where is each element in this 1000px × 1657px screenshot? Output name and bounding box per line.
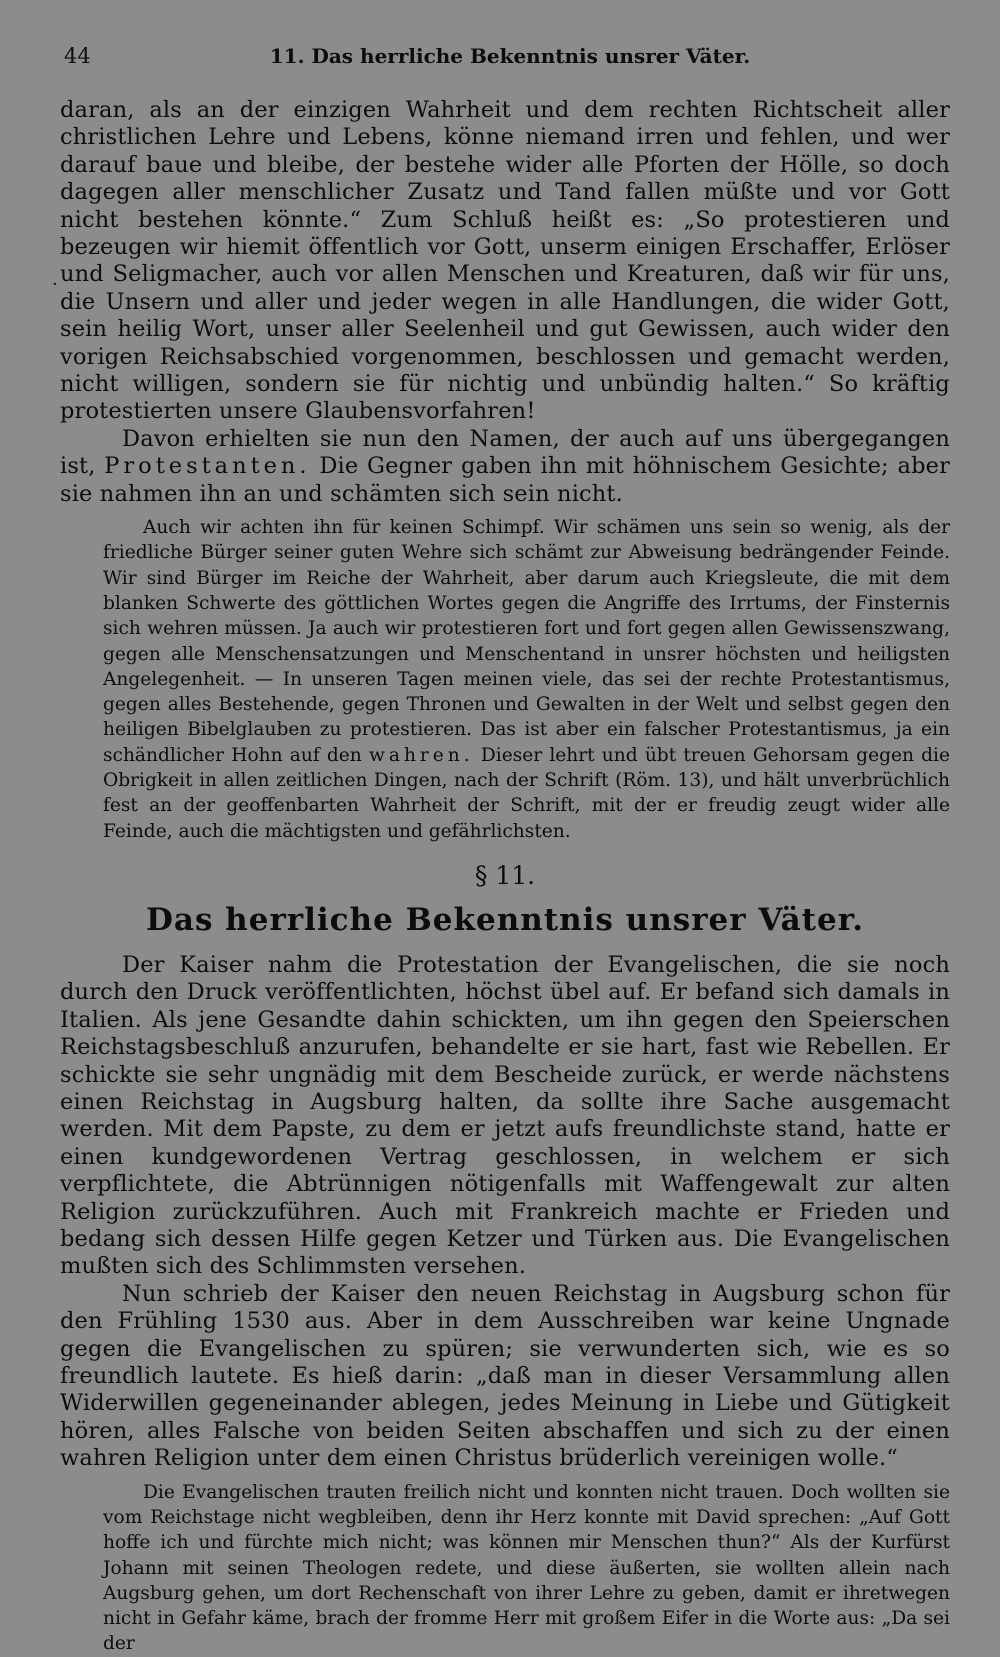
paragraph-evangelicals: Die Evangelischen trauten freilich nicht und konnten nicht trauen. Doch wollten sie vom Reichstage nicht wegbleiben, denn ihr Herz konnte mit David sprechen: „Auf Gott hoffe ich und fürchte mich nicht; was können mir Menschen thun?“ Als der Kurfürst Johann mit seinen Theologen redete, und diese äußerten, sie wollten allein nach Augsburg gehen, um dort Rechenschaft von ihrer Lehre zu geben, damit er ihretwegen nicht in Gefahr käme, brach der fromme Herr mit großem Eifer in die Worte aus: „Da sei der <box>103 1481 950 1655</box>
paragraph-name-origin <box>60 426 950 508</box>
emphasized-word: wahren. <box>368 744 474 766</box>
body-text <box>60 97 950 1657</box>
section-heading: Das herrliche Bekenntnis unsrer Väter. <box>145 901 865 938</box>
margin-mark: · <box>52 274 58 295</box>
paragraph-emperor: Der Kaiser nahm die Protestation der Evangelischen, die sie noch durch den Druck veröffentlichten, höchst übel auf. Er befand sich damals in Italien. Als jene Gesandte dahin schickten, um ihn gegen den Speierschen Reichstagsbeschluß anzurufen, behandelte er sie hart, fast wie Rebellen. Er schickte sie sehr ungnädig mit dem Bescheide zurück, er werde nächstens einen Reichstag in Augsburg halten, da sollte ihre Sache ausgemacht werden. Mit dem Papste, zu dem er jetzt aufs freundlichste stand, hatte er einen kundgewordenen Vertrag geschlossen, in welchem er sich verpflichtete, die Abtrünnigen nötigenfalls mit Waffengewalt zur alten Religion zurückzuführen. Auch mit Frankreich machte er Frieden und bedang sich dessen Hilfe gegen Ketzer und Türken aus. Die Evangelischen mußten sich des Schlimmsten versehen. <box>60 951 950 1280</box>
running-header <box>60 44 960 76</box>
paragraph-commentary <box>60 515 950 844</box>
emphasized-word: Protestanten. <box>104 453 311 480</box>
section-number: § 11. <box>474 860 536 890</box>
running-title: 11. Das herrliche Bekenntnis unsrer Väter. <box>269 44 751 68</box>
paragraph-protest-quote: daran, als an der einzigen Wahrheit und dem rechten Richtscheit aller christlichen Lehre und Lebens, könne niemand irren und fehlen, und wer darauf baue und bleibe, der bestehe wider alle Pforten der Hölle, so doch dagegen aller menschlicher Zusatz und Tand fallen müßte und vor Gott nicht bestehen könnte.“ Zum Schluß heißt es: „So protestieren und bezeugen wir hiemit öffentlich vor Gott, unserm einigen Erschaffer, Erlöser und Seligmacher, auch vor allen Menschen und Kreaturen, daß wir für uns, die Unsern und aller und jeder wegen in alle Handlungen, die wider Gott, sein heilig Wort, unser aller Seelenheil und gut Gewissen, auch wider den vorigen Reichsabschied vorgenommen, beschlossen und gemacht werden, nicht willigen, sondern sie für nichtig und unbündig halten.“ So kräftig protestierten unsere Glaubensvorfahren! <box>60 97 950 425</box>
paragraph-text: Die Gegner gaben ihn mit höhnischem Gesichte; aber sie nahmen ihn an und schämten sich sein nicht. <box>60 453 950 507</box>
paragraph-reichstag: Nun schrieb der Kaiser den neuen Reichstag in Augsburg schon für den Frühling 1530 aus. Aber in dem Ausschreiben war keine Ungnade gegen die Evangelischen zu spüren; sie verwunderten sich, wie es so freundlich lautete. Es hieß darin: „daß man in dieser Versammlung allen Widerwillen gegeneinander ablegen, jedes Meinung in Liebe und Gütigkeit hören, alles Falsche von beiden Seiten abschaffen und sich zu der einen wahren Religion unter dem einen Christus brüderlich vereinigen wolle.“ <box>60 1280 950 1472</box>
paragraph-text: Auch wir achten ihn für keinen Schimpf. Wir schämen uns sein so wenig, als der friedliche Bürger seiner guten Wehre sich schämt zur Abweisung bedrängender Feinde. Wir sind Bürger im Reiche der Wahrheit, aber darum auch Kriegsleute, die mit dem blanken Schwerte des göttlichen Wortes gegen die Angriffe des Irrtums, der Finsternis sich wehren müssen. Ja auch wir protestieren fort und fort gegen allen Gewissenszwang, gegen alle Menschensatzungen und Menschentand in unsrer höchsten und heiligsten Angelegenheit. — In unseren Tagen meinen viele, das sei der rechte Protestantismus, gegen alles Bestehende, gegen Thronen und Gewalten in der Welt und selbst gegen den heiligen Bibelglauben zu protestieren. Das ist aber ein falscher Protestantismus, ja ein schändlicher Hohn auf den <box>103 517 950 766</box>
paragraph-text: Dieser lehrt und übt treuen Gehorsam gegen die Obrigkeit in allen zeitlichen Dingen, nach der Schrift (Röm. 13), und hält unverbrüchlich fest an der geoffenbarten Wahrheit der Schrift, mit der er freudig zeugt wider alle Feinde, auch die mächtigsten und gefährlichsten. <box>103 744 950 842</box>
page-number: 44 <box>64 44 91 68</box>
paragraph-text: Davon erhielten sie nun den Namen, der auch auf uns übergegangen ist, <box>60 425 950 480</box>
